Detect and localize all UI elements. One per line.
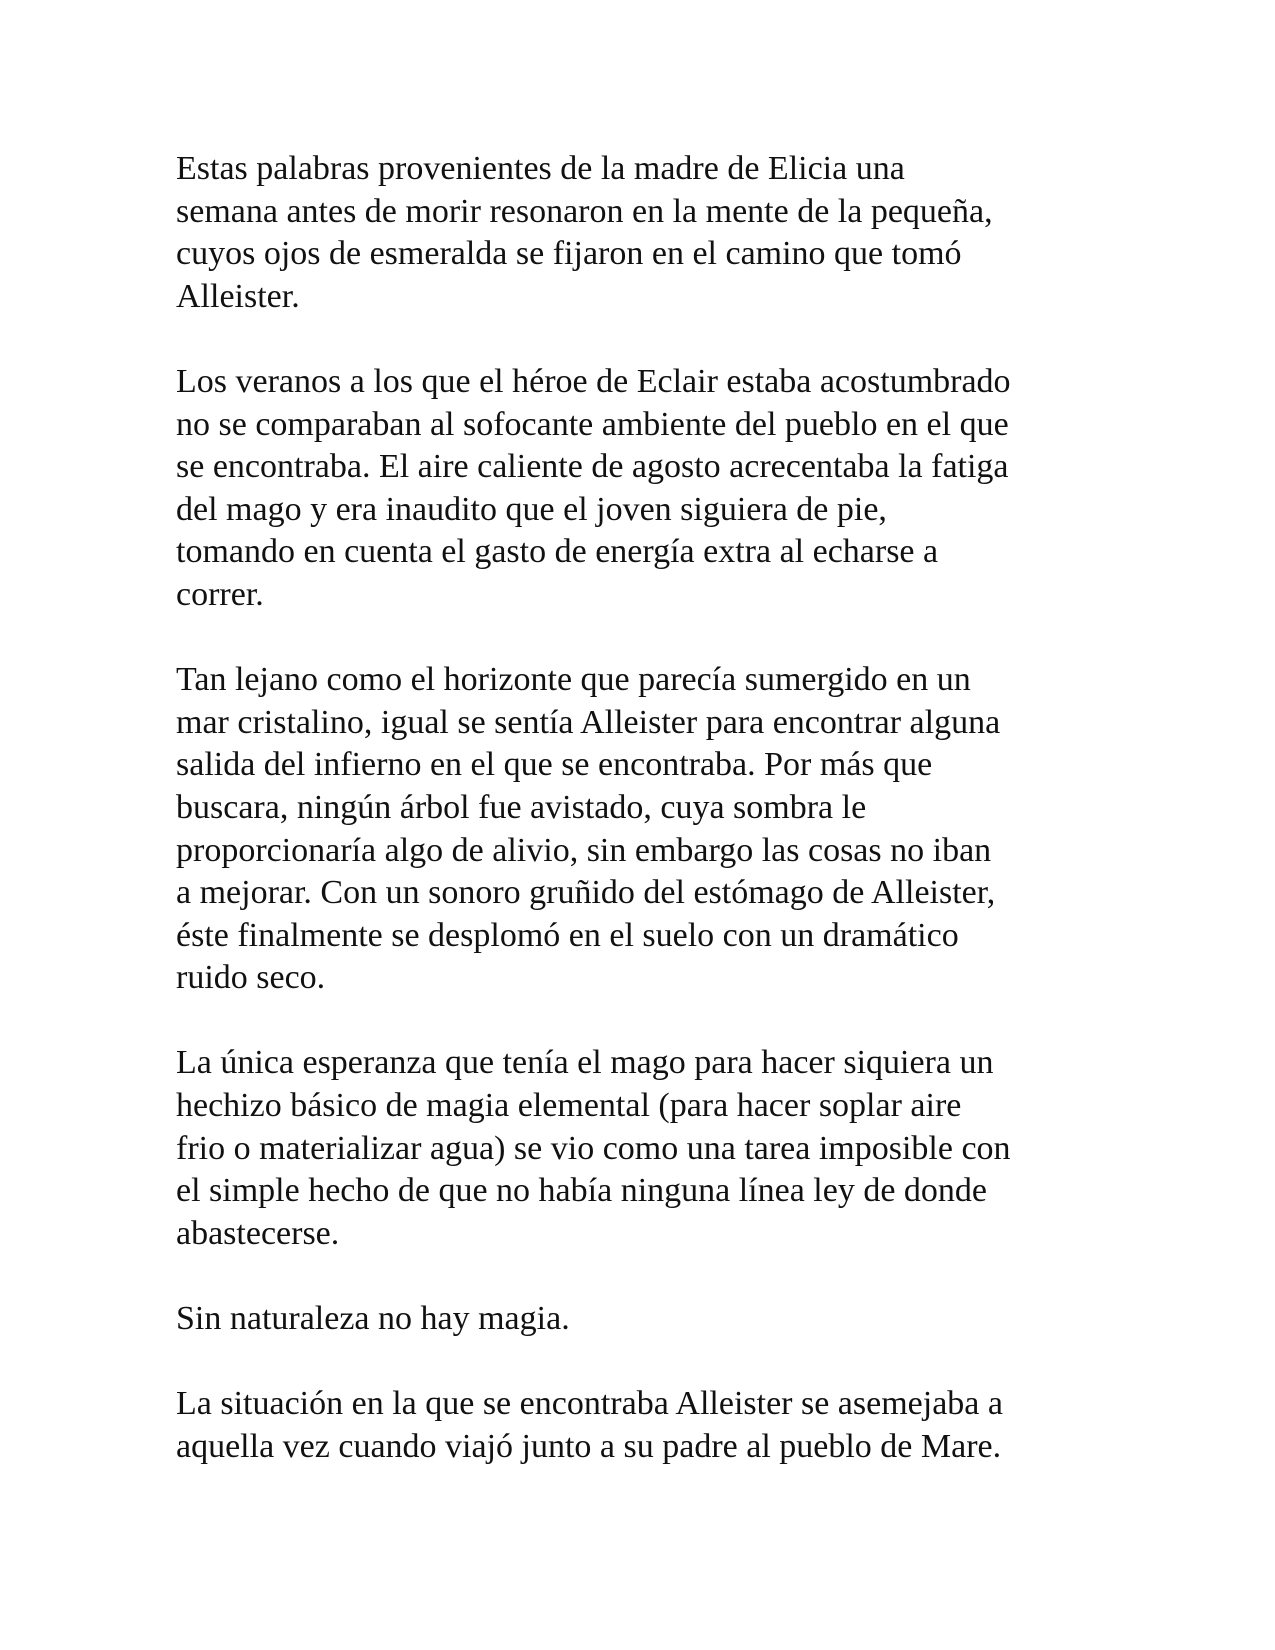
text-line: aquella vez cuando viajó junto a su padre al pueblo de Mare. bbox=[176, 1427, 1002, 1465]
text-line: tomando en cuenta el gasto de energía extra al echarse a bbox=[176, 533, 939, 571]
text-line: Alleister. bbox=[176, 277, 300, 315]
paragraph-3 bbox=[176, 659, 1096, 1000]
text-line: ruido seco. bbox=[176, 959, 326, 997]
text-line: a mejorar. Con un sonoro gruñido del estómago de Alleister, bbox=[176, 874, 996, 912]
text-line: no se comparaban al sofocante ambiente del pueblo en el que bbox=[176, 405, 1009, 443]
text-line: correr. bbox=[176, 575, 264, 613]
text-line: frio o materializar agua) se vio como una tarea imposible con bbox=[176, 1129, 1011, 1167]
paragraph-5 bbox=[176, 1298, 1096, 1341]
text-line: éste finalmente se desplomó en el suelo con un dramático bbox=[176, 916, 959, 954]
text-line: el simple hecho de que no había ninguna línea ley de donde bbox=[176, 1172, 988, 1210]
text-line: La única esperanza que tenía el mago para hacer siquiera un bbox=[176, 1044, 994, 1082]
text-line: se encontraba. El aire caliente de agosto acrecentaba la fatiga bbox=[176, 448, 1009, 486]
text-line: hechizo básico de magia elemental (para hacer soplar aire bbox=[176, 1087, 962, 1125]
text-line: buscara, ningún árbol fue avistado, cuya sombra le bbox=[176, 788, 867, 826]
text-line: proporcionaría algo de alivio, sin embargo las cosas no iban bbox=[176, 831, 992, 869]
body-text bbox=[176, 148, 1096, 1511]
text-line: Los veranos a los que el héroe de Eclair estaba acostumbrado bbox=[176, 362, 1011, 400]
paragraph-1 bbox=[176, 148, 1096, 318]
paragraph-6 bbox=[176, 1383, 1096, 1468]
text-line: La situación en la que se encontraba Alleister se asemejaba a bbox=[176, 1385, 1003, 1423]
paragraph-4 bbox=[176, 1042, 1096, 1255]
text-line: salida del infierno en el que se encontraba. Por más que bbox=[176, 746, 933, 784]
text-line: del mago y era inaudito que el joven siguiera de pie, bbox=[176, 490, 887, 528]
paragraph-2 bbox=[176, 361, 1096, 617]
text-line: abastecerse. bbox=[176, 1214, 340, 1252]
text-line: Sin naturaleza no hay magia. bbox=[176, 1300, 570, 1338]
text-line: mar cristalino, igual se sentía Alleister para encontrar alguna bbox=[176, 703, 1001, 741]
text-line: Estas palabras provenientes de la madre de Elicia una bbox=[176, 150, 905, 187]
text-line: Tan lejano como el horizonte que parecía sumergido en un bbox=[176, 661, 971, 699]
text-line: semana antes de morir resonaron en la mente de la pequeña, bbox=[176, 192, 993, 230]
text-line: cuyos ojos de esmeralda se fijaron en el camino que tomó bbox=[176, 235, 962, 273]
